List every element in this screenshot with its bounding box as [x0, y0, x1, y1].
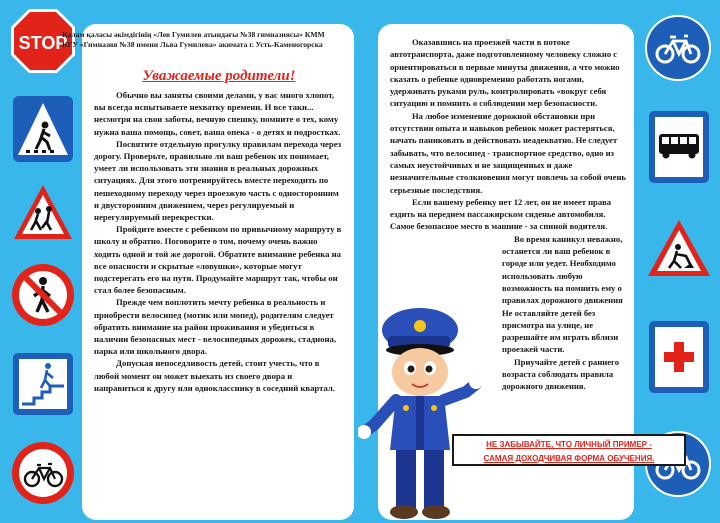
header-line-kazakh: Қалам қаласы әкімдігінің «Лев Гумилев атындағы №38 гимназиясы» КММ	[62, 30, 325, 39]
school-header	[62, 30, 372, 50]
police-boy-illustration	[358, 300, 488, 523]
right-paragraph-4: Во время каникул неважно, останется ли ваш ребенок в городе или уедет. Необходимо использовать любую возможность на помнить ему о правилах дорожного движения Не оставляйте детей без присмотра на улице, не разрешайте им играть вблизи проезжей части.	[502, 233, 623, 355]
underground-crossing-sign-icon	[12, 352, 74, 416]
left-sign-strip	[0, 0, 85, 523]
bus-stop-sign-icon	[648, 110, 710, 184]
left-paragraph-5: Допуская непоседливость детей, стоит учесть, что в любой момент он может выехать из своего двора и направиться к другу или однокласснику в соседний квартал.	[94, 358, 335, 393]
left-paragraph-2: Посвятите отдельную прогулку правилам перехода через дорогу. Проверьте, правильно ли ваш ребенок их понимает, умеет ли использовать эти знания в реальных дорожных ситуациях. Для этого потренируйтесь вместе переходить по пешеходному переходу через проезжую часть с односторонним и двусторонним движением, через регулируемый и нерегулируемый перекрестки.	[94, 138, 342, 223]
left-paragraph-1: Обычно вы заняты своими делами, у вас много хлопот, вы всегда испытываете нехватку времени. И все таки... несмотря на свои заботы, вечную спешку, помните о тех, кому нужна ваша помощь, совет, ваша опека - о детях и подростках.	[94, 90, 341, 137]
left-text-panel	[82, 24, 354, 520]
pedestrian-crossing-sign-icon	[12, 95, 74, 163]
page-title: Уважаемые родители!	[142, 68, 296, 84]
hospital-sign-icon	[648, 320, 710, 394]
header-line-russian: КГУ «Гимназия №38 имени Льва Гумилева» акимата г. Усть-Каменогорска	[62, 40, 323, 49]
children-warning-sign-icon	[12, 183, 74, 241]
slogan-line-1: НЕ ЗАБЫВАЙТЕ, ЧТО ЛИЧНЫЙ ПРИМЕР -	[486, 440, 652, 449]
slogan-line-2: САМАЯ ДОХОДЧИВАЯ ФОРМА ОБУЧЕНИЯ.	[483, 454, 655, 463]
left-paragraph-3: Пройдите вместе с ребенком по привычному маршруту в школу и обратно. Поговорите о том, почему очень важно ходить одной и той же дорогой. Обратите внимание ребенка на все опасности и скрытые «ловушки», которые могут подстерегать его на пути. Продумайте маршрут так, чтобы он стал более безопасным.	[94, 224, 342, 296]
no-pedestrians-sign-icon	[10, 262, 76, 328]
no-bicycles-sign-icon	[10, 440, 76, 506]
slogan-callout	[452, 434, 686, 466]
right-paragraph-1: Оказавшись на проезжей части в потоке автотранспорта, даже подготовленному человеку сложно с ориентироваться в первые минуты движения, а что можно сказать о ребенке одновременно работать ногами, удерживать руками руль, контролировать «вокруг себя ситуацию и помнить о соблюдении мер безопасности.	[390, 37, 620, 109]
right-paragraph-3: Если вашему ребенку нет 12 лет, он не имеет права ездить на переднем пассажирском сиденье автомобиля. Самое безопасное место в машине - за спиной водителя.	[390, 196, 612, 232]
left-paragraph-4: Прежде чем воплотить мечту ребенка в реальность и приобрести велосипед (мотик или мопед), родителям следует обратить внимание на район проживания и убедиться в наличии безопасных мест - велосипедных дорожек, стадиона, парка или школьного двора.	[94, 297, 337, 357]
bicycle-path-sign-icon	[644, 14, 712, 82]
road-works-sign-icon	[646, 218, 712, 278]
right-paragraph-5: Приучайте детей с раннего возраста соблюдать правила дорожного движения.	[502, 356, 620, 392]
stop-sign-label: STOP	[18, 33, 68, 53]
right-paragraph-2: На любое изменение дорожной обстановки при отсутствии опыта и навыков ребенок может растеряться, начать паниковать и действовать неадекватно. Не следует забывать, что велосипед - транспортное средство, одно из самых неустойчивых и не защищенных и даже незначительные столкновения могут повлечь за собой очень серьезные последствия.	[390, 110, 626, 195]
